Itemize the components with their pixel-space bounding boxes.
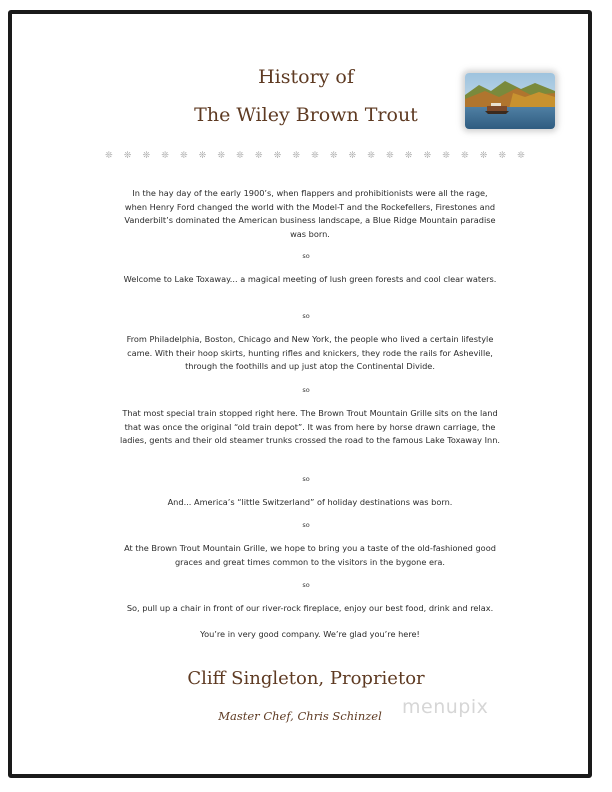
page-title-line1: History of [258, 66, 354, 88]
paragraph-welcome-close: You’re in very good company. We’re glad you’re here! [200, 629, 420, 639]
watermark: menupix [402, 696, 489, 718]
paragraph-history: In the hay day of the early 1900’s, when flappers and prohibitionists were all the rage, when Henry Ford changed the world with the Model-T and the Rockefellers, Firestones and Vanderbilt’s dominated the American business landscape, a Blue Ridge Mountain paradise was born. [124, 188, 496, 239]
separator: so [302, 475, 310, 483]
chef-signature: Master Chef, Chris Schinzel [218, 709, 382, 723]
separator: so [302, 521, 310, 529]
paragraph-welcome: Welcome to Lake Toxaway... a magical meeting of lush green forests and cool clear waters. [123, 274, 497, 284]
lake-photo [465, 73, 555, 129]
page-title-line2: The Wiley Brown Trout [194, 104, 418, 126]
proprietor-signature: Cliff Singleton, Proprietor [187, 668, 425, 689]
paragraph-switzerland: And... America’s “little Switzerland” of holiday destinations was born. [167, 497, 453, 507]
separator: so [302, 252, 310, 260]
paragraph-grille: At the Brown Trout Mountain Grille, we hope to bring you a taste of the old-fashioned good graces and great times common to the visitors in the bygone era. [124, 543, 496, 567]
paragraph-invitation: So, pull up a chair in front of our river-rock fireplace, enjoy our best food, drink and relax. [126, 603, 494, 613]
paragraph-travelers: From Philadelphia, Boston, Chicago and New York, the people who lived a certain lifestyle came. With their hoop skirts, hunting rifles and knickers, they rode the rails for Asheville, through the foothills and up just atop the Continental Divide. [126, 334, 494, 371]
separator: so [302, 312, 310, 320]
separator: so [302, 581, 310, 589]
paragraph-train-depot: That most special train stopped right here. The Brown Trout Mountain Grille sits on the land that was once the original “old train depot”. It was from here by horse drawn carriage, the ladies, gents and their old steamer trunks crossed the road to the famous Lake Toxaway Inn. [120, 408, 500, 445]
ornament-divider: ❊ ❊ ❊ ❊ ❊ ❊ ❊ ❊ ❊ ❊ ❊ ❊ ❊ ❊ ❊ ❊ ❊ ❊ ❊ ❊ ❊ ❊ ❊ [105, 151, 525, 161]
separator: so [302, 386, 310, 394]
